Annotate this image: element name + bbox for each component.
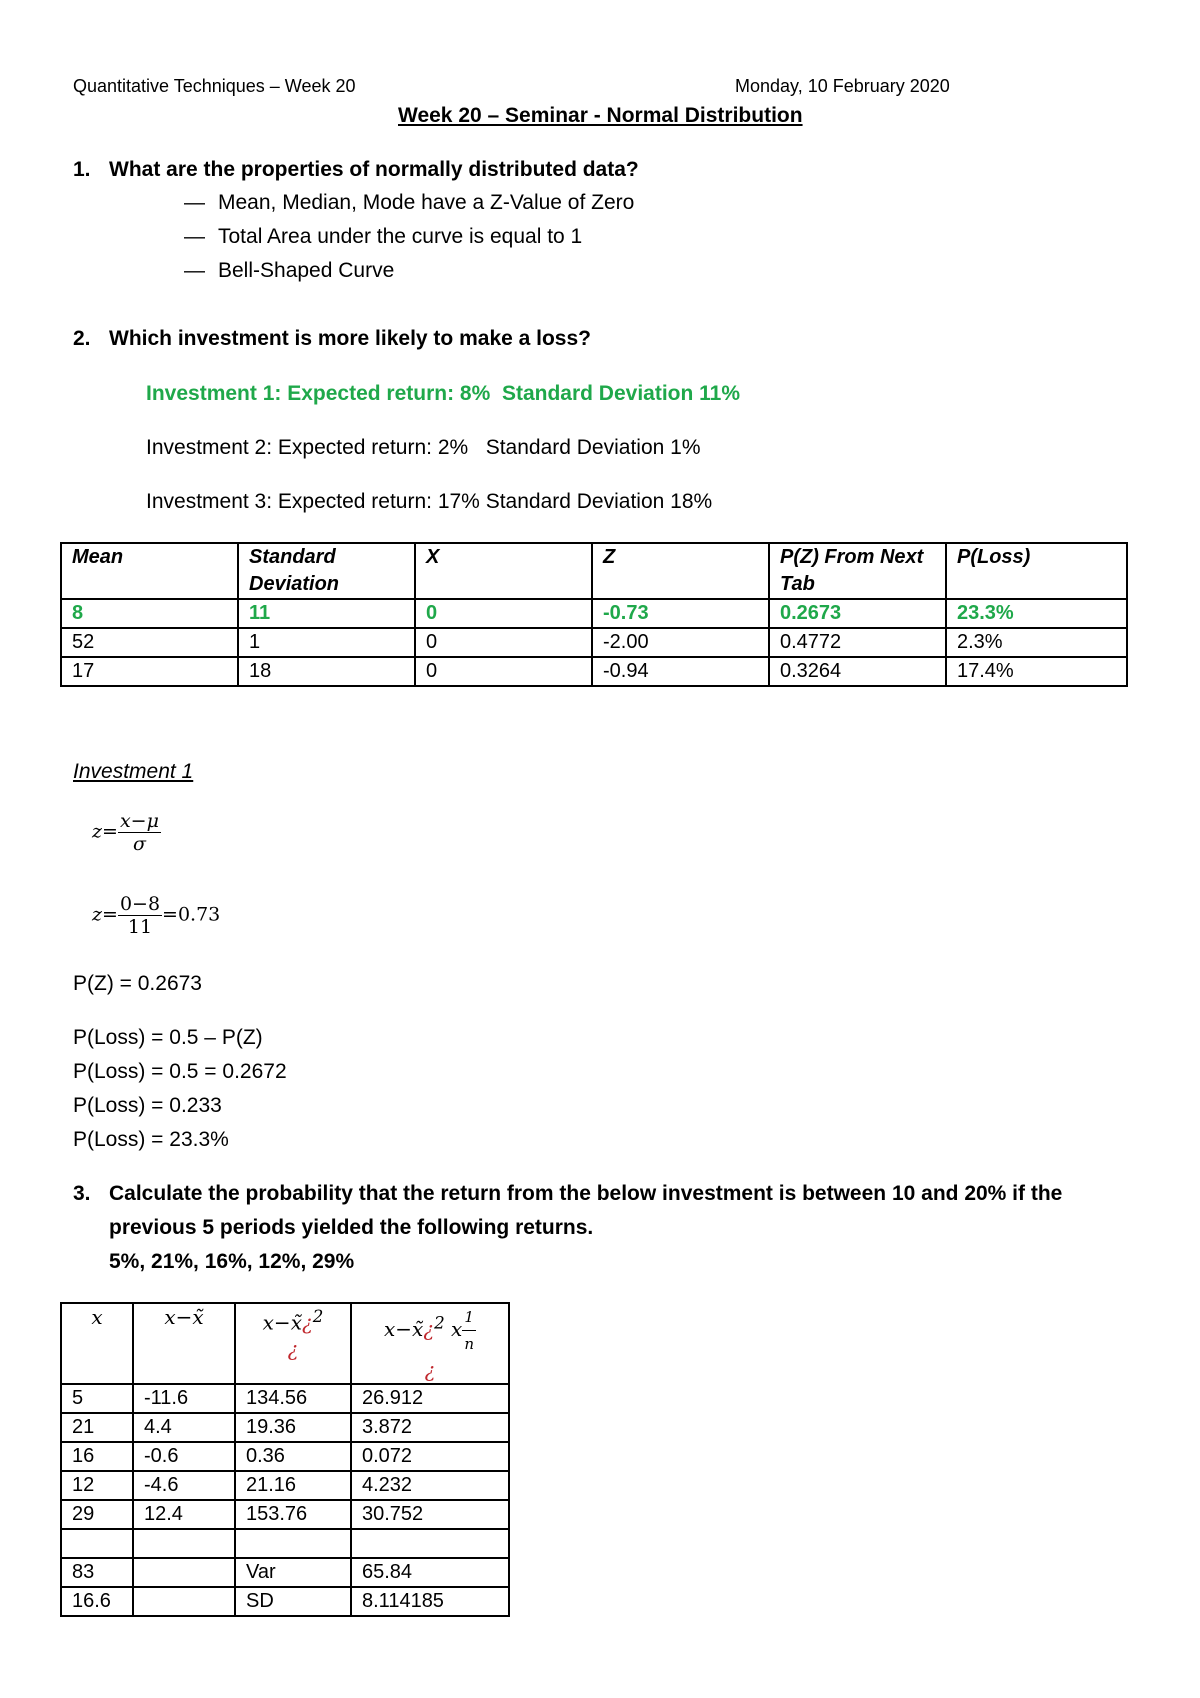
table-header-row [61,1303,509,1384]
table-cell: 21 [61,1413,133,1442]
table-cell: 17 [61,657,238,686]
investment-return: Expected return: 2% [277,436,469,459]
table-cell: 0.4772 [769,628,946,657]
table-cell: 26.912 [351,1384,509,1413]
list-item [184,225,582,249]
investment-return: Expected return: 8% [287,382,491,405]
numerator: 0−8 [119,893,161,915]
investment-1 [146,382,740,406]
fraction [462,1304,476,1357]
bullet-text: Total Area under the curve is equal to 1 [218,225,583,248]
table-cell: 0.072 [351,1442,509,1471]
table-cell: -2.00 [592,628,769,657]
table-cell: 17.4% [946,657,1127,686]
render-artifact: ¿ [287,1336,299,1361]
formula-rhs: =0.73 [162,903,221,926]
table-cell: 2.3% [946,628,1127,657]
investment-table [60,542,1128,687]
table-row [61,1558,509,1587]
table-cell: 4.232 [351,1471,509,1500]
render-artifact: ¿ [424,1358,436,1382]
column-header: P(Loss) [946,543,1127,599]
table-cell: 11 [238,599,415,628]
page-title: Week 20 – Seminar - Normal Distribution [398,104,803,127]
table-cell: 5 [61,1384,133,1413]
table-cell: 19.36 [235,1413,351,1442]
investment-name: Investment 2: [146,436,273,459]
denominator: σ [132,833,146,855]
column-header: X [415,543,592,599]
table-cell: 0 [415,599,592,628]
numerator: 1 [462,1304,476,1331]
loss-line: P(Loss) = 0.5 = 0.2672 [73,1060,287,1083]
investment-2 [146,436,701,460]
table-row [61,628,1127,657]
table-cell [133,1587,235,1616]
table-row [61,1442,509,1471]
investment-name: Investment 3: [146,490,273,513]
loss-line: P(Loss) = 0.233 [73,1094,222,1117]
column-header: P(Z) From Next Tab [769,543,946,599]
header-text: x−x̃ [262,1310,302,1335]
list-item [184,191,634,215]
header-date: Monday, 10 February 2020 [735,76,950,96]
formula-lhs: z= [92,820,118,843]
table-cell [351,1529,509,1558]
table-cell: 29 [61,1500,133,1529]
table-cell: 83 [61,1558,133,1587]
loss-line: P(Loss) = 0.5 – P(Z) [73,1026,263,1049]
table-cell: 16.6 [61,1587,133,1616]
dash-bullet-icon: — [184,259,205,282]
column-header: Mean [61,543,238,599]
table-cell: 153.76 [235,1500,351,1529]
table-row [61,1529,509,1558]
fraction [118,810,161,855]
render-artifact: ¿ [423,1317,435,1341]
investment-sd: Standard Deviation 1% [485,436,701,459]
table-cell: -4.6 [133,1471,235,1500]
table-cell: 12.4 [133,1500,235,1529]
investment-3 [146,490,712,514]
table-cell: -0.73 [592,599,769,628]
table-cell: 12 [61,1471,133,1500]
column-header: Standard Deviation [238,543,415,599]
table-cell: 21.16 [235,1471,351,1500]
table-cell: 16 [61,1442,133,1471]
header-left: Quantitative Techniques – Week 20 [73,76,356,96]
header-text: x−x̃ [384,1317,424,1341]
table-row [61,1587,509,1616]
returns-table [60,1302,510,1617]
column-header [351,1303,509,1384]
table-cell: 8 [61,599,238,628]
table-cell [133,1558,235,1587]
header-text: x [91,1305,103,1329]
table-cell: -0.6 [133,1442,235,1471]
bullet-text: Bell-Shaped Curve [218,259,395,282]
question-number: 3. [73,1182,91,1205]
question-2 [73,327,591,351]
loss-line: P(Loss) = 23.3% [73,1128,229,1151]
table-row [61,1384,509,1413]
table-cell: 1 [238,628,415,657]
dash-bullet-icon: — [184,225,205,248]
list-item [184,259,394,283]
column-header [133,1303,235,1384]
table-cell: SD [235,1587,351,1616]
table-cell [133,1529,235,1558]
table-cell: -11.6 [133,1384,235,1413]
table-cell: 0.3264 [769,657,946,686]
table-header-row [61,543,1127,599]
table-cell: 8.114185 [351,1587,509,1616]
bullet-text: Mean, Median, Mode have a Z-Value of Zero [218,191,635,214]
table-row [61,1500,509,1529]
question-text: Which investment is more likely to make a loss? [109,327,591,350]
question-text: What are the properties of normally distributed data? [109,158,639,181]
denominator: 11 [127,916,153,938]
question-3-line2: previous 5 periods yielded the following returns. [109,1216,594,1239]
column-header: Z [592,543,769,599]
header-text: x [451,1317,463,1341]
question-3 [73,1182,1062,1206]
table-cell: 4.4 [133,1413,235,1442]
table-cell: 30.752 [351,1500,509,1529]
investment-return: Expected return: 17% [277,490,480,513]
fraction [118,893,162,938]
table-cell [61,1529,133,1558]
table-cell: 0 [415,657,592,686]
z-formula [92,810,161,855]
numerator: x−μ [119,810,159,832]
question-number: 2. [73,327,91,350]
pz-value: P(Z) = 0.2673 [73,972,202,995]
question-1 [73,158,639,182]
investment-sd: Standard Deviation 18% [485,490,713,513]
exponent: 2 [312,1307,324,1326]
table-cell: 23.3% [946,599,1127,628]
table-cell: 0 [415,628,592,657]
render-artifact: ¿ [301,1310,313,1335]
question-3-returns: 5%, 21%, 16%, 12%, 29% [109,1250,355,1273]
question-text: Calculate the probability that the return from the below investment is between 10 and 20% if the [109,1182,1063,1205]
header-text: x−x̃ [164,1305,204,1329]
formula-lhs: z= [92,903,118,926]
table-cell: 134.56 [235,1384,351,1413]
table-cell: 65.84 [351,1558,509,1587]
table-cell: 52 [61,628,238,657]
investment-name: Investment 1: [146,382,282,405]
dash-bullet-icon: — [184,191,205,214]
table-row [61,599,1127,628]
working-heading: Investment 1 [73,760,194,783]
z-calculation [92,893,220,938]
table-cell: 0.36 [235,1442,351,1471]
table-cell: Var [235,1558,351,1587]
table-cell: 3.872 [351,1413,509,1442]
table-row [61,1413,509,1442]
question-number: 1. [73,158,91,181]
table-cell [235,1529,351,1558]
table-cell: -0.94 [592,657,769,686]
table-cell: 18 [238,657,415,686]
denominator: n [464,1335,474,1353]
column-header [235,1303,351,1384]
table-row [61,657,1127,686]
exponent: 2 [434,1313,445,1333]
table-row [61,1471,509,1500]
table-cell: 0.2673 [769,599,946,628]
column-header [61,1303,133,1384]
investment-sd: Standard Deviation 11% [501,382,741,405]
